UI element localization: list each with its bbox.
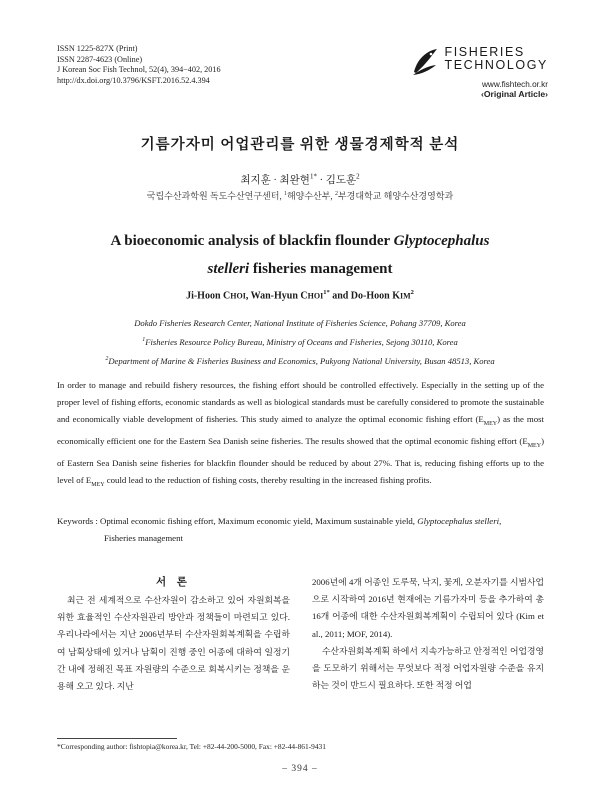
body-paragraph-right-1: 2006년에 4개 어종인 도루묵, 낙지, 꽃게, 오분자기를 시범사업으로 시작하여 2016년 현재에는 기름가자미 등을 추가하여 총 16개 어종에 대한 수산자원회복계획이 수립되어 있다 (Kim et al., 2011; MOF, 2014). [312,577,544,639]
abstract-sub-2: MEY [527,442,542,449]
author-en-3-last-initial: K [392,290,400,302]
keywords-label: Keywords : [57,516,101,526]
issn-print: ISSN 1225-827X (Print) [57,44,138,53]
affil-en-line2: Fisheries Resource Policy Bureau, Ministry of Oceans and Fisheries, Sejong 30110, Korea [145,336,458,347]
affil-en-line3-wrap [40,351,560,370]
korean-authors [0,172,600,187]
author-en-1-last-rest: HOI [230,291,246,301]
journal-brand [398,46,548,99]
affil-ko-sup2: 2 [334,191,338,197]
author-en-1-last-initial: C [223,290,231,302]
author-en-sep2: and Do-Hoon [329,290,393,302]
abstract [57,377,544,494]
body-right-column [312,574,544,694]
keywords-species: Glyptocephalus stelleri [417,516,500,526]
author-ko-2-sup: 2 [356,172,360,181]
affil-en-sup2: 1 [142,337,146,343]
english-affiliations [40,315,560,370]
abstract-text-2: ) as the most economically efficient one for the Eastern Sea Danish seine fisheries. The results showed that the optimal economic fishing effort (E [57,414,544,447]
journal-website[interactable]: www.fishtech.or.kr [482,80,548,89]
footnote-divider [57,738,177,739]
author-ko-1: 최지훈 · 최완현 [240,175,310,186]
abstract-text-4: could lead to the reduction of fishing costs, thereby resulting in the increased fishing profits. [104,474,432,485]
author-en-2-last-initial: C [300,290,308,302]
title-en-part2: fisheries management [249,261,393,277]
affil-ko-part1: 국립수산과학원 독도수산연구센터, [146,191,284,201]
title-en-genus: Glyptocephalus [393,233,490,249]
author-ko-1-sup: 1* [309,172,317,181]
author-en-1-first: Ji-Hoon [186,290,224,302]
english-title [40,227,560,283]
section-heading-introduction: 서 론 [156,577,191,588]
affil-en-line1: Dokdo Fisheries Research Center, National Institute of Fisheries Science, Pohang 37709, Korea [134,318,466,328]
abstract-text-3: ) of Eastern Sea Danish seine fisheries for blackfin flounder should be reduced by about 27%. That is, reducing fishing efforts up to the level of E [57,436,544,485]
brand-line-fisheries: FISHERIES [444,45,525,59]
title-en-part1: A bioeconomic analysis of blackfin flounder [110,233,394,249]
author-en-3-sup: 2 [410,289,414,296]
abstract-sub-1: MEY [483,420,498,427]
affil-en-line2-wrap [40,332,560,351]
journal-meta [57,44,221,86]
author-en-3-last-rest: IM [399,291,411,301]
body-left-column [57,574,290,695]
affil-ko-part3: 부경대학교 해양수산경영학과 [337,191,454,201]
affil-ko-sup1: 1 [283,191,287,197]
body-paragraph-right-2: 수산자원회복계획 하에서 지속가능하고 안정적인 어업경영을 도모하기 위해서는 무엇보다 적정 어업자원량 수준을 유지하는 것이 반드시 필요하다. 또한 적정 어업 [312,645,544,691]
brand-line-technology: TECHNOLOGY [444,57,548,72]
english-authors [0,289,600,301]
doi-link[interactable]: http://dx.doi.org/10.3796/KSFT.2016.52.4.394 [57,75,210,85]
journal-citation: J Korean Soc Fish Technol, 52(4), 394−402, 2016 [57,65,221,75]
korean-affiliations [0,189,600,202]
abstract-text-1: In order to manage and rebuild fishery resources, the fishing effort should be controlled effectively. Especially in the setting up of the proper level of fishing efforts, economic standards as well as biological standards must be carefully considered to promote the sustainable and economically viable development of fisheries. This study aimed to analyze the optimal economic fishing effort (E [57,380,544,425]
page-number: – 394 – [282,764,318,774]
body-paragraph-left: 최근 전 세계적으로 수산자원이 감소하고 있어 자원회복을 위한 효율적인 수산자원관리 방안과 정책들이 마련되고 있다. 우리나라에서는 지난 2006년부터 수산자원회복계획을 수립하여 남획상태에 있거나 남획이 진행 중인 어종에 대하여 일정기간 내에 정해진 목표 자원량의 수준으로 회복시키는 정책을 운용해 오고 있다. 지난 [57,595,290,692]
keywords-text-1: Optimal economic fishing effort, Maximum economic yield, Maximum sustainable yield, [100,516,418,526]
abstract-sub-3: MEY [91,481,105,488]
affil-ko-part2: 해양수산부, [286,191,335,201]
author-ko-2: · 김도훈 [316,175,357,186]
affil-en-line3: Department of Marine & Fisheries Business and Economics, Pukyong National University, Busan 48513, Korea [108,355,495,366]
title-en-species: stelleri [207,261,250,277]
author-en-2-last-rest: HOI [307,291,324,301]
keywords-text-3: Fisheries management [104,533,183,543]
fish-logo-icon [410,46,440,78]
corresponding-author-footnote: *Corresponding author: fishtopia@korea.kr, Tel: +82-44-200-5000, Fax: +82-44-861-9431 [57,742,326,751]
affil-en-sup3: 2 [105,355,109,362]
keywords-text-2: , [499,516,502,526]
author-en-2-sup: 1* [323,289,330,296]
korean-title: 기름가자미 어업관리를 위한 생물경제학적 분석 [140,137,460,153]
article-type: ‹Original Article› [480,89,548,99]
author-en-sep1: , Wan-Hyun [245,290,301,302]
keywords [57,513,544,547]
issn-online: ISSN 2287-4623 (Online) [57,54,143,64]
